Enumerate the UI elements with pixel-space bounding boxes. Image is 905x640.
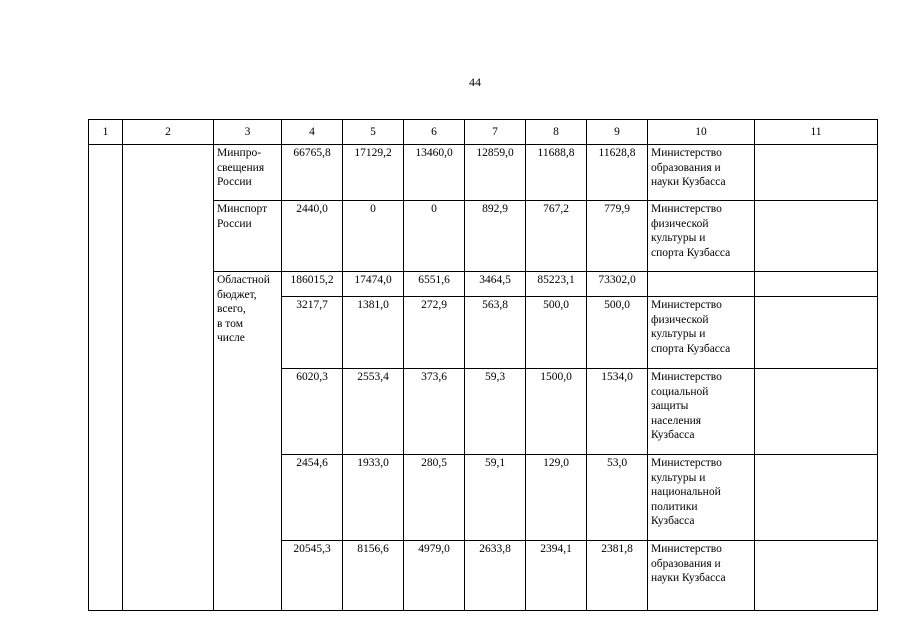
- column-header-2: 2: [123, 120, 214, 145]
- executor-cell: [648, 272, 755, 297]
- value-cell: 2440,0: [282, 201, 343, 272]
- value-cell: 1534,0: [587, 369, 648, 455]
- value-cell: 17129,2: [343, 145, 404, 201]
- column-header-6: 6: [404, 120, 465, 145]
- value-cell: 563,8: [465, 297, 526, 369]
- column-header-8: 8: [526, 120, 587, 145]
- table-row: [89, 145, 878, 201]
- value-cell: 53,0: [587, 455, 648, 541]
- value-cell: 8156,6: [343, 541, 404, 611]
- value-cell: 272,9: [404, 297, 465, 369]
- value-cell: 0: [343, 201, 404, 272]
- value-cell: 280,5: [404, 455, 465, 541]
- value-cell: 500,0: [587, 297, 648, 369]
- table-body: [89, 145, 878, 611]
- executor-cell: Министерство образования и науки Кузбасса: [648, 145, 755, 201]
- note-cell: [755, 145, 878, 201]
- value-cell: 0: [404, 201, 465, 272]
- value-cell: 2381,8: [587, 541, 648, 611]
- funding-source-cell: Минпро- свещения России: [214, 145, 282, 201]
- value-cell: 2394,1: [526, 541, 587, 611]
- value-cell: 59,1: [465, 455, 526, 541]
- value-cell: 373,6: [404, 369, 465, 455]
- value-cell: 11628,8: [587, 145, 648, 201]
- value-cell: 6551,6: [404, 272, 465, 297]
- merged-cell-col1: [89, 145, 123, 611]
- column-header-5: 5: [343, 120, 404, 145]
- note-cell: [755, 541, 878, 611]
- value-cell: 186015,2: [282, 272, 343, 297]
- value-cell: 17474,0: [343, 272, 404, 297]
- column-header-11: 11: [755, 120, 878, 145]
- value-cell: 73302,0: [587, 272, 648, 297]
- executor-cell: Министерство культуры и национальной политики Кузбасса: [648, 455, 755, 541]
- executor-cell: Министерство социальной защиты населения Кузбасса: [648, 369, 755, 455]
- value-cell: 1500,0: [526, 369, 587, 455]
- value-cell: 66765,8: [282, 145, 343, 201]
- column-header-7: 7: [465, 120, 526, 145]
- page-number: 44: [469, 75, 481, 89]
- value-cell: 3464,5: [465, 272, 526, 297]
- note-cell: [755, 201, 878, 272]
- value-cell: 11688,8: [526, 145, 587, 201]
- value-cell: 129,0: [526, 455, 587, 541]
- value-cell: 85223,1: [526, 272, 587, 297]
- value-cell: 767,2: [526, 201, 587, 272]
- value-cell: 6020,3: [282, 369, 343, 455]
- executor-cell: Министерство физической культуры и спорта Кузбасса: [648, 201, 755, 272]
- column-header-4: 4: [282, 120, 343, 145]
- executor-cell: Министерство физической культуры и спорта Кузбасса: [648, 297, 755, 369]
- value-cell: 13460,0: [404, 145, 465, 201]
- value-cell: 2454,6: [282, 455, 343, 541]
- value-cell: 779,9: [587, 201, 648, 272]
- note-cell: [755, 369, 878, 455]
- column-header-3: 3: [214, 120, 282, 145]
- value-cell: 4979,0: [404, 541, 465, 611]
- value-cell: 2553,4: [343, 369, 404, 455]
- note-cell: [755, 272, 878, 297]
- value-cell: 2633,8: [465, 541, 526, 611]
- funding-source-cell: Минспорт России: [214, 201, 282, 272]
- header-row: [89, 120, 878, 145]
- value-cell: 892,9: [465, 201, 526, 272]
- value-cell: 59,3: [465, 369, 526, 455]
- budget-table: [88, 119, 878, 611]
- column-header-9: 9: [587, 120, 648, 145]
- value-cell: 1381,0: [343, 297, 404, 369]
- value-cell: 1933,0: [343, 455, 404, 541]
- value-cell: 20545,3: [282, 541, 343, 611]
- value-cell: 3217,7: [282, 297, 343, 369]
- executor-cell: Министерство образования и науки Кузбасса: [648, 541, 755, 611]
- note-cell: [755, 455, 878, 541]
- column-header-10: 10: [648, 120, 755, 145]
- merged-cell-col2: [123, 145, 214, 611]
- value-cell: 500,0: [526, 297, 587, 369]
- note-cell: [755, 297, 878, 369]
- funding-source-cell: Областной бюджет, всего, в том числе: [214, 272, 282, 611]
- column-header-1: 1: [89, 120, 123, 145]
- value-cell: 12859,0: [465, 145, 526, 201]
